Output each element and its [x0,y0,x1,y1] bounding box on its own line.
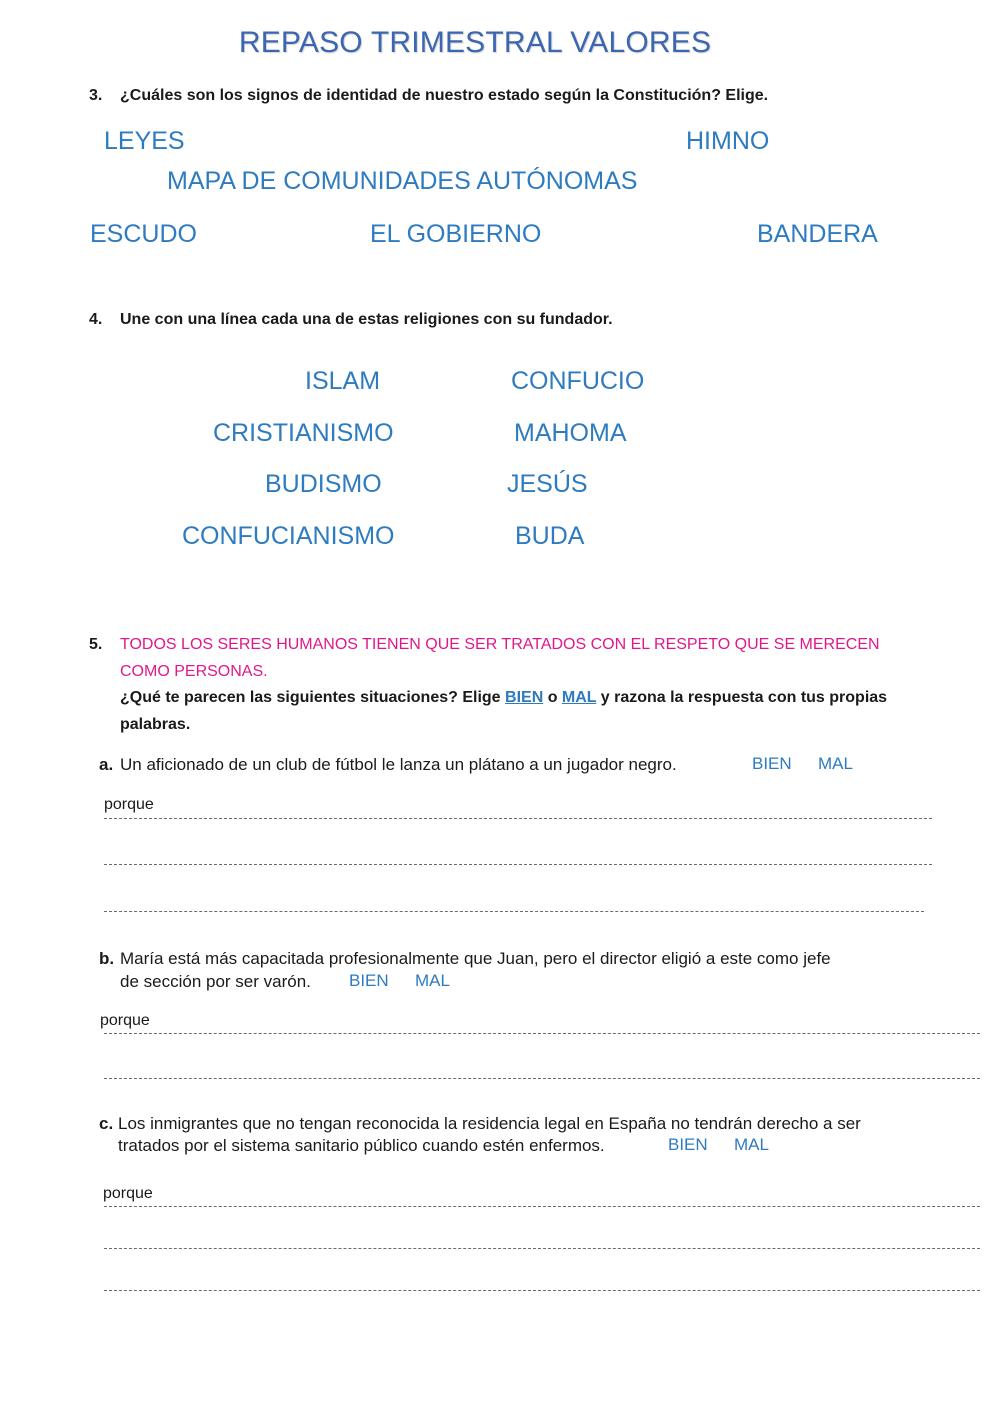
item-c-mal-option[interactable]: MAL [734,1135,769,1154]
q5-statement-line2: COMO PERSONAS. [120,663,268,680]
q3-option-himno[interactable]: HIMNO [686,127,770,155]
item-c-bien-option[interactable]: BIEN [668,1135,708,1154]
q4-number: 4. [89,311,103,328]
item-c-text-line2: tratados por el sistema sanitario público cuando estén enfermos. [118,1136,605,1155]
q5-instruction-part2: y razona la respuesta con tus propias [596,689,888,706]
item-a-porque-label: porque [104,796,154,813]
item-b-letter: b. [99,949,115,968]
item-b-mal-option[interactable]: MAL [415,971,450,990]
q5-number: 5. [89,636,103,653]
item-c-answer-line-2[interactable] [104,1248,980,1249]
item-a-bien-option[interactable]: BIEN [752,754,792,773]
item-a-mal-option[interactable]: MAL [818,754,853,773]
q4-religion-budismo[interactable]: BUDISMO [265,470,382,498]
item-b-text-line1: María está más capacitada profesionalmente que Juan, pero el director eligió a este como jefe [120,949,831,968]
q4-founder-mahoma[interactable]: MAHOMA [514,419,627,447]
item-b-answer-line-2[interactable] [104,1078,980,1079]
q5-instruction-bien: BIEN [505,689,544,706]
q3-option-bandera[interactable]: BANDERA [757,220,878,248]
item-c-answer-line-3[interactable] [104,1290,980,1291]
item-c-text-line1: Los inmigrantes que no tengan reconocida la residencia legal en España no tendrán derecho a ser [118,1114,861,1133]
q4-founder-confucio[interactable]: CONFUCIO [511,367,645,395]
item-b-porque-label: porque [100,1012,150,1029]
q4-religion-confucianismo[interactable]: CONFUCIANISMO [182,522,395,550]
q5-instruction-line2: palabras. [120,716,191,733]
q3-option-escudo[interactable]: ESCUDO [90,220,197,248]
q5-statement-line1: TODOS LOS SERES HUMANOS TIENEN QUE SER TRATADOS CON EL RESPETO QUE SE MERECEN [120,636,880,653]
item-c-answer-line-1[interactable] [104,1206,980,1207]
q5-instruction-part1: ¿Qué te parecen las siguientes situaciones? Elige [120,689,506,706]
q5-instruction-mal: MAL [561,689,597,706]
page-title: REPASO TRIMESTRAL VALORES [238,26,712,59]
item-a-text: Un aficionado de un club de fútbol le lanza un plátano a un jugador negro. [120,755,677,774]
q3-option-mapa[interactable]: MAPA DE COMUNIDADES AUTÓNOMAS [167,167,638,195]
q4-founder-jesus[interactable]: JESÚS [507,470,588,498]
item-c-porque-label: porque [103,1185,153,1202]
q4-religion-islam[interactable]: ISLAM [305,367,381,395]
item-a-answer-line-1[interactable] [104,818,932,819]
q3-option-leyes[interactable]: LEYES [104,127,185,155]
q4-religion-cristianismo[interactable]: CRISTIANISMO [213,419,394,447]
item-a-letter: a. [99,755,114,774]
q3-question: ¿Cuáles son los signos de identidad de nuestro estado según la Constitución? Elige. [120,87,769,104]
q4-founder-buda[interactable]: BUDA [515,522,585,550]
item-a-answer-line-2[interactable] [104,864,932,865]
item-c-letter: c. [99,1114,114,1133]
q4-question: Une con una línea cada una de estas religiones con su fundador. [120,311,613,328]
item-b-bien-option[interactable]: BIEN [349,971,389,990]
q3-number: 3. [89,87,103,104]
item-b-answer-line-1[interactable] [104,1033,980,1034]
item-b-text-line2: de sección por ser varón. [120,972,311,991]
item-a-answer-line-3[interactable] [104,911,924,912]
q3-option-gobierno[interactable]: EL GOBIERNO [370,220,542,248]
q5-instruction [120,689,887,707]
q5-instruction-o: o [543,689,562,706]
